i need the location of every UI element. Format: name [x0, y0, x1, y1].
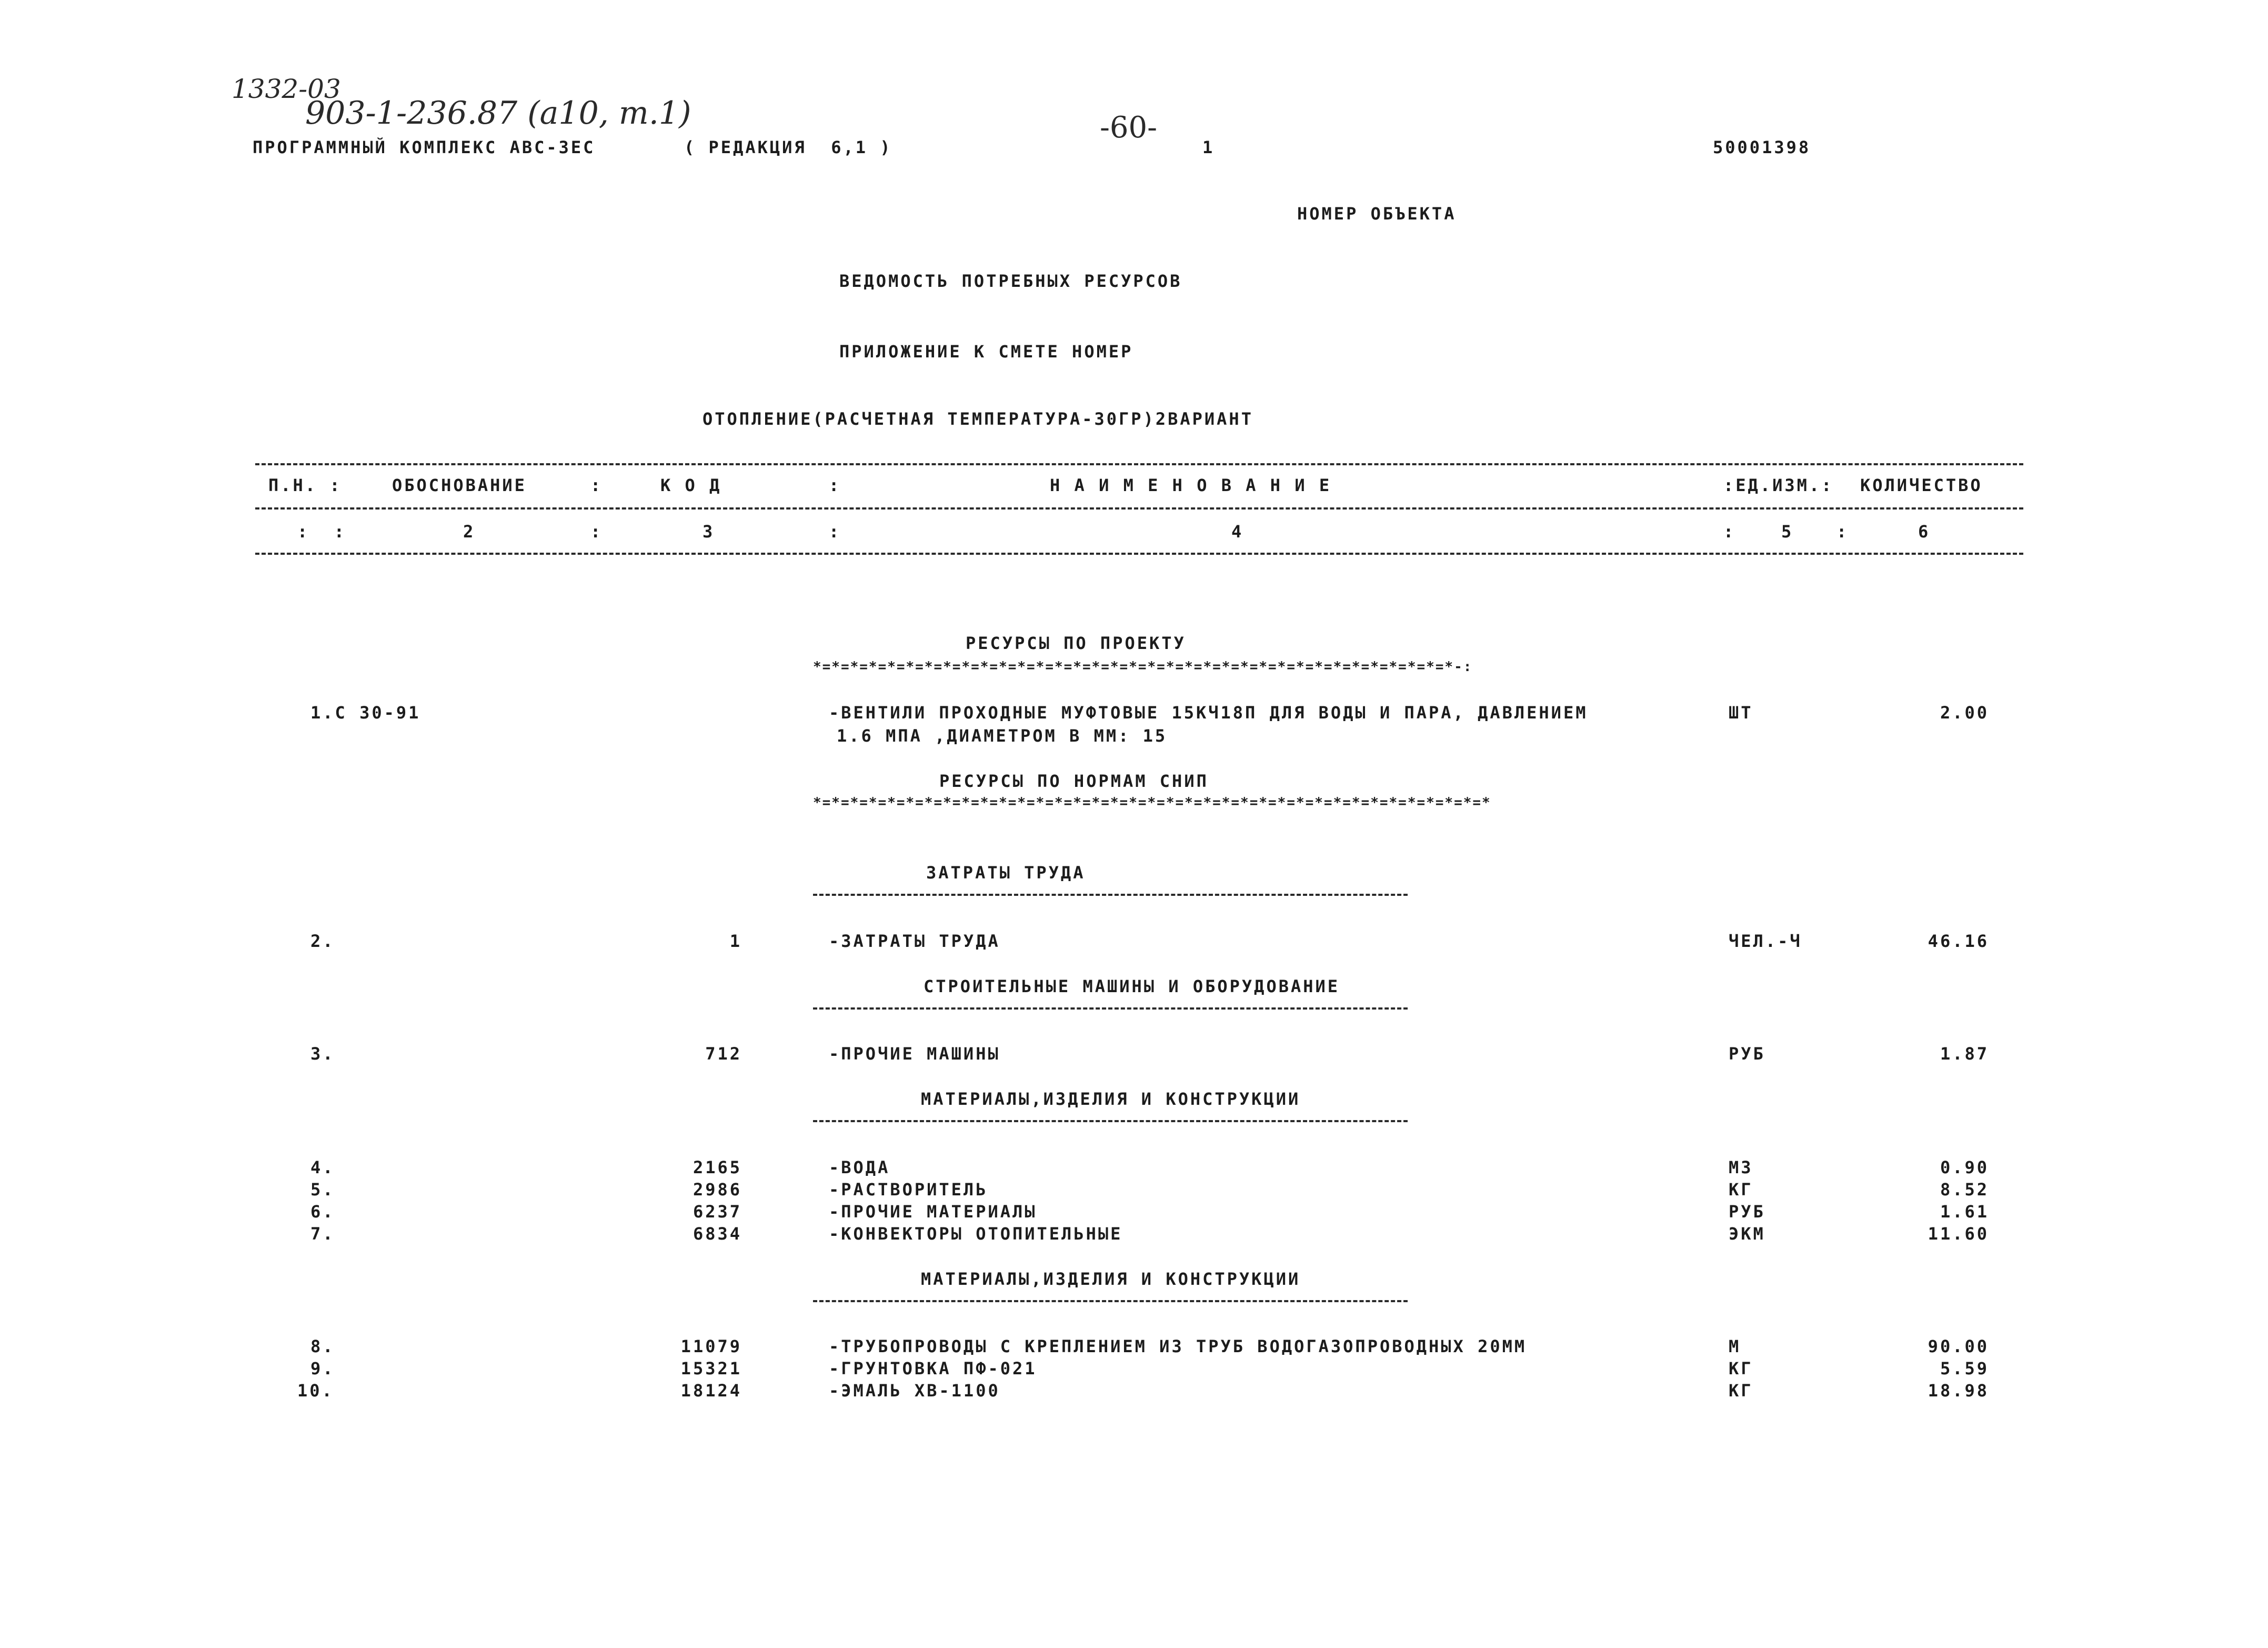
- row-8-pn: 8.: [310, 1336, 335, 1356]
- row-5-pn: 5.: [310, 1180, 335, 1200]
- row-6-quantity: 1.61: [1940, 1202, 1989, 1222]
- column-number-5: 5: [1781, 522, 1794, 542]
- row-4-name: -ВОДА: [829, 1157, 890, 1177]
- column-separator: :: [590, 475, 603, 495]
- row-6-name: -ПРОЧИЕ МАТЕРИАЛЫ: [829, 1202, 1037, 1222]
- column-number-3: 3: [703, 522, 715, 542]
- column-number-1: : :: [297, 522, 347, 542]
- edition-label: ( РЕДАКЦИЯ 6,1 ): [684, 137, 892, 157]
- row-10-name: -ЭМАЛЬ ХВ-1100: [829, 1381, 1000, 1401]
- column-separator: :: [829, 522, 841, 542]
- row-4-unit: М3: [1729, 1157, 1753, 1177]
- row-7-name: -КОНВЕКТОРЫ ОТОПИТЕЛЬНЫЕ: [829, 1224, 1123, 1244]
- row-2-unit: ЧЕЛ.-Ч: [1729, 931, 1802, 951]
- row-3-unit: РУБ: [1729, 1044, 1765, 1064]
- row-10-code: 18124: [680, 1381, 742, 1401]
- object-number-label: НОМЕР ОБЪЕКТА: [1297, 204, 1457, 224]
- row-1-unit: ШТ: [1729, 703, 1753, 723]
- column-header-basis: ОБОСНОВАНИЕ: [392, 475, 527, 495]
- row-5-code: 2986: [693, 1180, 742, 1200]
- column-header-code: К О Д: [660, 475, 722, 495]
- row-4-code: 2165: [693, 1157, 742, 1177]
- row-7-unit: ЭКМ: [1729, 1224, 1765, 1244]
- section-labor: ЗАТРАТЫ ТРУДА: [926, 863, 1086, 883]
- row-7-code: 6834: [693, 1224, 742, 1244]
- row-3-code: 712: [705, 1044, 742, 1064]
- section-snip-rule: *=*=*=*=*=*=*=*=*=*=*=*=*=*=*=*=*=*=*=*=*=*=*=*=*=*=*=*=*=*=*=*=*=*=*=*=*: [813, 795, 1491, 811]
- column-header-name: Н А И М Е Н О В А Н И Е: [1050, 475, 1332, 495]
- column-separator: :: [829, 475, 841, 495]
- row-5-quantity: 8.52: [1940, 1180, 1989, 1200]
- row-5-unit: КГ: [1729, 1180, 1753, 1200]
- column-header-quantity: КОЛИЧЕСТВО: [1860, 475, 1983, 495]
- row-6-unit: РУБ: [1729, 1202, 1765, 1222]
- row-8-quantity: 90.00: [1928, 1336, 1989, 1356]
- row-9-name: -ГРУНТОВКА ПФ-021: [829, 1359, 1037, 1379]
- row-4-quantity: 0.90: [1940, 1157, 1989, 1177]
- column-number-6: 6: [1918, 522, 1931, 542]
- handwritten-sheet-number: 1332-03: [232, 74, 341, 104]
- row-3-name: -ПРОЧИЕ МАШИНЫ: [829, 1044, 1000, 1064]
- row-2-pn: 2.: [310, 931, 335, 951]
- table-bottom-rule: [255, 553, 2023, 555]
- document-subtitle: ОТОПЛЕНИЕ(РАСЧЕТНАЯ ТЕМПЕРАТУРА-30ГР)2ВАРИАНТ: [703, 409, 1253, 429]
- appendix-label: ПРИЛОЖЕНИЕ К СМЕТЕ НОМЕР: [839, 342, 1133, 362]
- row-10-unit: КГ: [1729, 1381, 1753, 1401]
- program-name: ПРОГРАММНЫЙ КОМПЛЕКС АВС-3ЕС: [253, 137, 596, 157]
- column-number-4: 4: [1231, 522, 1244, 542]
- column-separator: :: [1837, 522, 1849, 542]
- row-7-pn: 7.: [310, 1224, 335, 1244]
- row-1-pn: 1.С 30-91: [310, 703, 421, 723]
- section-project-resources: РЕСУРСЫ ПО ПРОЕКТУ: [966, 633, 1186, 653]
- row-2-name: -ЗАТРАТЫ ТРУДА: [829, 931, 1000, 951]
- row-9-unit: КГ: [1729, 1359, 1753, 1379]
- row-9-code: 15321: [680, 1359, 742, 1379]
- column-number-2: 2: [463, 522, 476, 542]
- document-code: 50001398: [1713, 137, 1811, 157]
- handwritten-project-code: 903-1-236.87 (а10, т.1): [305, 95, 691, 132]
- row-3-quantity: 1.87: [1940, 1044, 1989, 1064]
- table-top-rule: [255, 463, 2023, 465]
- section-materials-2: МАТЕРИАЛЫ,ИЗДЕЛИЯ И КОНСТРУКЦИИ: [921, 1269, 1301, 1289]
- row-4-pn: 4.: [310, 1157, 335, 1177]
- column-header-pn: П.Н. :: [268, 475, 342, 495]
- sheet-number: 1: [1202, 137, 1215, 157]
- table-middle-rule: [255, 507, 2023, 510]
- section-machines: СТРОИТЕЛЬНЫЕ МАШИНЫ И ОБОРУДОВАНИЕ: [924, 976, 1340, 996]
- section-snip-resources: РЕСУРСЫ ПО НОРМАМ СНИП: [939, 771, 1209, 791]
- row-10-quantity: 18.98: [1928, 1381, 1989, 1401]
- section-materials-1: МАТЕРИАЛЫ,ИЗДЕЛИЯ И КОНСТРУКЦИИ: [921, 1089, 1301, 1109]
- section-machines-rule: [813, 1007, 1408, 1010]
- row-6-code: 6237: [693, 1202, 742, 1222]
- handwritten-page-number: -60-: [1100, 111, 1158, 145]
- row-3-pn: 3.: [310, 1044, 335, 1064]
- row-8-unit: М: [1729, 1336, 1741, 1356]
- row-1-name: -ВЕНТИЛИ ПРОХОДНЫЕ МУФТОВЫЕ 15КЧ18П ДЛЯ ВОДЫ И ПАРА, ДАВЛЕНИЕМ: [829, 703, 1588, 723]
- row-6-pn: 6.: [310, 1202, 335, 1222]
- column-separator: :: [590, 522, 603, 542]
- row-5-name: -РАСТВОРИТЕЛЬ: [829, 1180, 988, 1200]
- section-project-rule: *=*=*=*=*=*=*=*=*=*=*=*=*=*=*=*=*=*=*=*=*=*=*=*=*=*=*=*=*=*=*=*=*=*=*-:: [813, 659, 1473, 675]
- row-10-pn: 10.: [297, 1381, 334, 1401]
- row-2-code: 1: [729, 931, 742, 951]
- row-1-name-continued: 1.6 МПА ,ДИАМЕТРОМ В ММ: 15: [837, 726, 1168, 746]
- document-title: ВЕДОМОСТЬ ПОТРЕБНЫХ РЕСУРСОВ: [839, 271, 1182, 291]
- row-9-pn: 9.: [310, 1359, 335, 1379]
- column-header-unit: :ЕД.ИЗМ.:: [1723, 475, 1834, 495]
- column-separator: :: [1723, 522, 1736, 542]
- row-1-quantity: 2.00: [1940, 703, 1989, 723]
- section-labor-rule: [813, 894, 1408, 896]
- row-8-name: -ТРУБОПРОВОДЫ С КРЕПЛЕНИЕМ ИЗ ТРУБ ВОДОГАЗОПРОВОДНЫХ 20ММ: [829, 1336, 1527, 1356]
- row-8-code: 11079: [680, 1336, 742, 1356]
- section-materials-2-rule: [813, 1300, 1408, 1302]
- section-materials-1-rule: [813, 1120, 1408, 1122]
- row-7-quantity: 11.60: [1928, 1224, 1989, 1244]
- row-2-quantity: 46.16: [1928, 931, 1989, 951]
- row-9-quantity: 5.59: [1940, 1359, 1989, 1379]
